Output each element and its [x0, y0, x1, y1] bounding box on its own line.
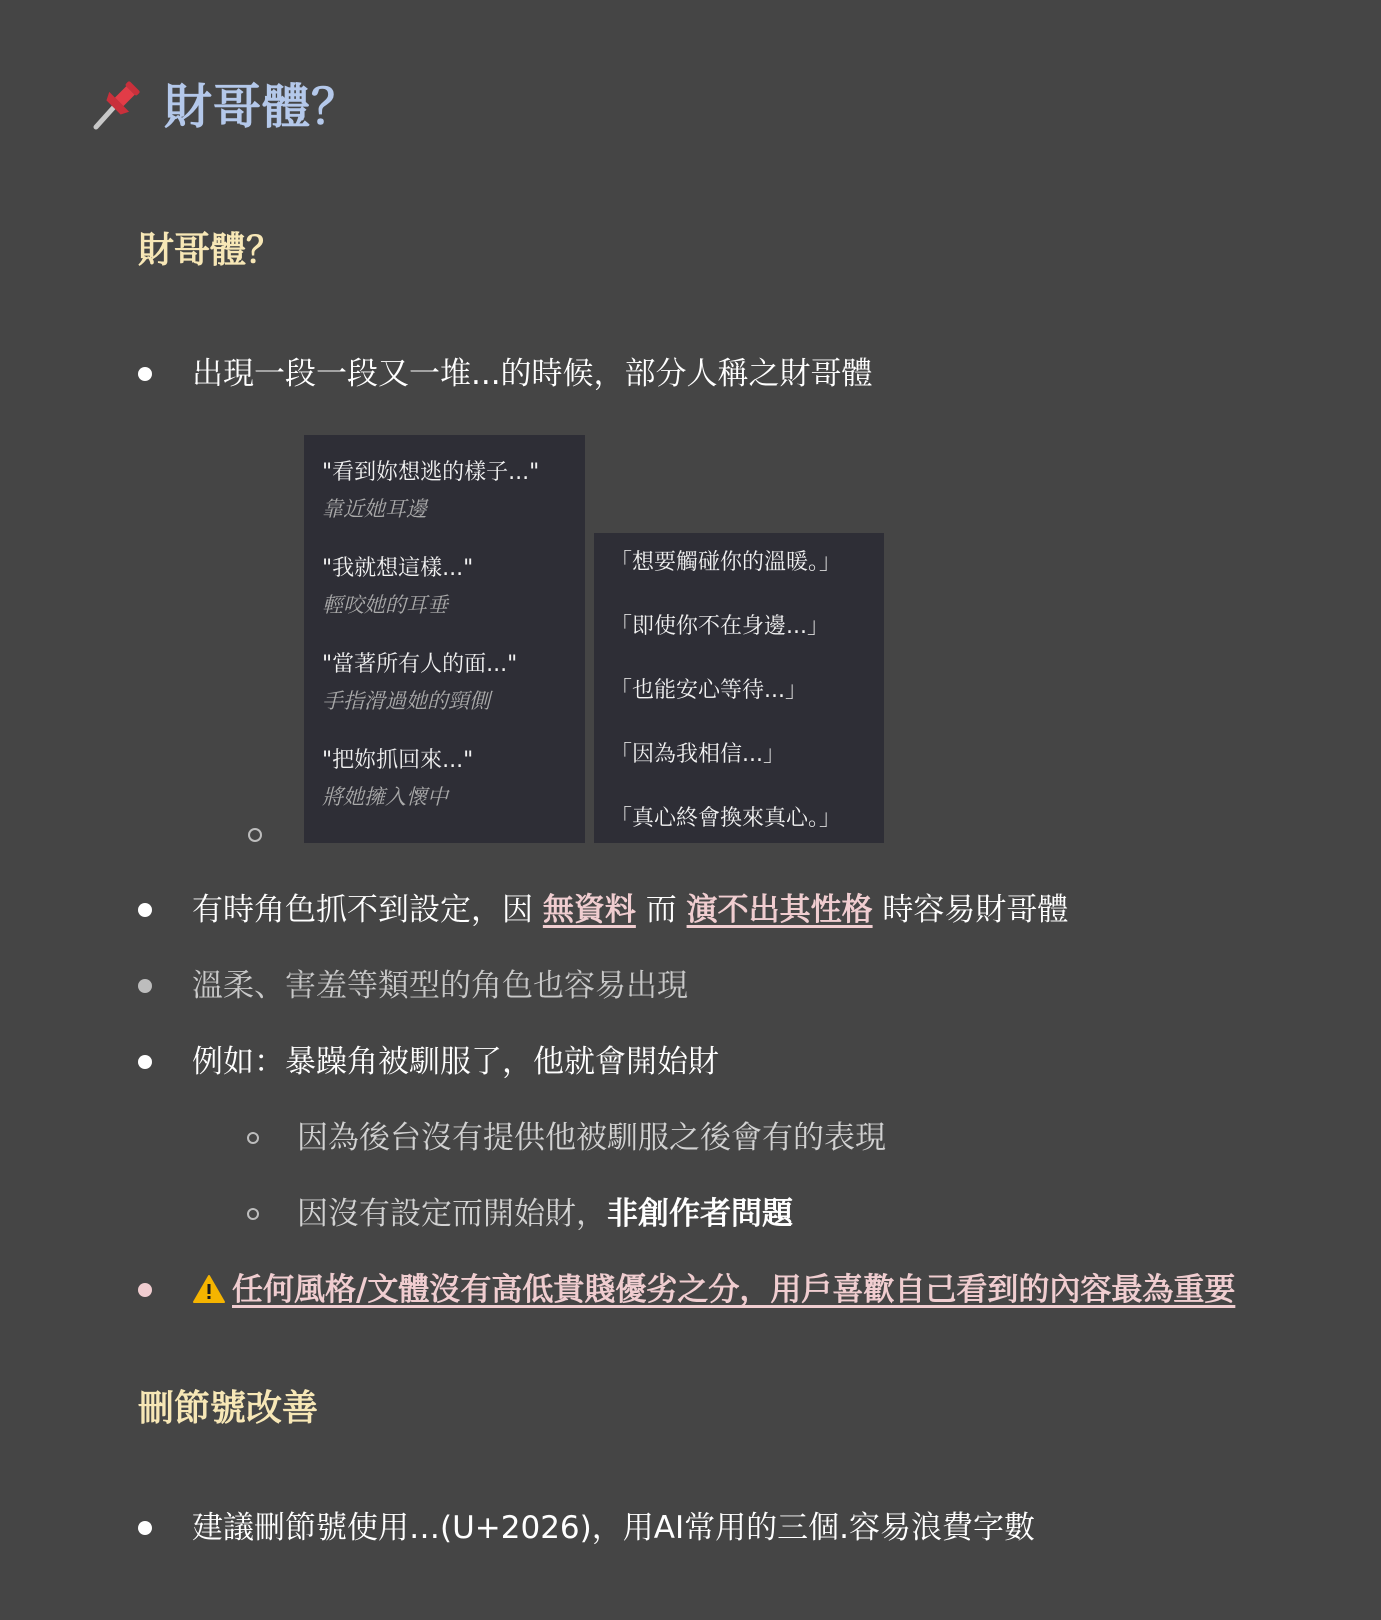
bullet-text: 溫柔、害羞等類型的角色也容易出現	[192, 968, 688, 1004]
page-title	[92, 68, 360, 137]
bullet-text: 出現一段一段又一堆...的時候，部分人稱之財哥體	[192, 356, 873, 392]
action-line: 靠近她耳邊	[322, 497, 427, 521]
cant-act-personality-link[interactable]: 演不出其性格	[686, 892, 873, 928]
sub-bullet-text: 因為後台沒有提供他被馴服之後會有的表現	[297, 1120, 886, 1156]
list-item-warning	[138, 1270, 1235, 1310]
bullet-dot	[138, 1055, 152, 1069]
dialogue-line: 「想要觸碰你的溫暖。」	[610, 550, 842, 575]
dialogue-line: 「也能安心等待...」	[610, 678, 807, 703]
bullet-dot	[138, 1283, 152, 1297]
list-item	[138, 966, 688, 1006]
action-line: 將她擁入懷中	[322, 785, 448, 809]
no-data-link[interactable]: 無資料	[542, 892, 636, 928]
list-item	[138, 1508, 1035, 1548]
section-heading-ellipsis: 刪節號改善	[138, 1388, 319, 1429]
bullet-text-post: 時容易財哥體	[872, 892, 1069, 928]
list-item	[138, 354, 873, 394]
sub-bullet-text: 因沒有設定而開始財，	[297, 1196, 607, 1232]
pushpin-icon	[92, 75, 144, 131]
sub-bullet-emphasis: 非創作者問題	[607, 1196, 793, 1232]
bullet-dot	[138, 903, 152, 917]
bullet-text: 建議刪節號使用…(U+2026)，用AI常用的三個.容易浪費字數	[192, 1510, 1035, 1546]
sub-list-item	[247, 1194, 793, 1234]
example-quote-block	[322, 647, 567, 719]
dialogue-line: 「因為我相信...」	[610, 742, 785, 767]
dialogue-line: "看到妳想逃的樣子..."	[322, 460, 540, 485]
warning-icon	[192, 1274, 226, 1304]
example-panel-left	[304, 435, 585, 843]
action-line: 輕咬她的耳垂	[322, 593, 448, 617]
example-quote-block	[322, 455, 567, 527]
sub-bullet-circle	[248, 828, 262, 842]
bullet-dot	[138, 1521, 152, 1535]
example-quote-block	[322, 743, 567, 815]
example-panel-right	[594, 533, 884, 843]
list-item	[138, 890, 1068, 930]
dialogue-line: 「即使你不在身邊...」	[610, 614, 829, 639]
dialogue-line: "當著所有人的面..."	[322, 652, 518, 677]
page-title-text: 財哥體？	[164, 79, 361, 135]
section-heading-caige: 財哥體？	[138, 230, 283, 271]
action-line: 手指滑過她的頸側	[322, 689, 490, 713]
bullet-text: 例如：暴躁角被馴服了，他就會開始財	[192, 1044, 719, 1080]
example-quote-block	[322, 551, 567, 623]
sub-bullet-circle	[247, 1132, 259, 1144]
dialogue-line: "我就想這樣..."	[322, 556, 474, 581]
list-item	[138, 1042, 719, 1082]
bullet-dot	[138, 367, 152, 381]
bullet-dot	[138, 979, 152, 993]
sub-bullet-circle	[247, 1208, 259, 1220]
warning-link[interactable]	[192, 1270, 1235, 1310]
dialogue-line: 「真心終會換來真心。」	[610, 806, 842, 831]
bullet-text-mid: 而	[635, 892, 687, 928]
warning-text: 任何風格/文體沒有高低貴賤優劣之分，用戶喜歡自己看到的內容最為重要	[232, 1272, 1236, 1308]
dialogue-line: "把妳抓回來..."	[322, 748, 474, 773]
bullet-text-pre: 有時角色抓不到設定，因	[192, 892, 543, 928]
sub-list-item	[247, 1118, 886, 1158]
